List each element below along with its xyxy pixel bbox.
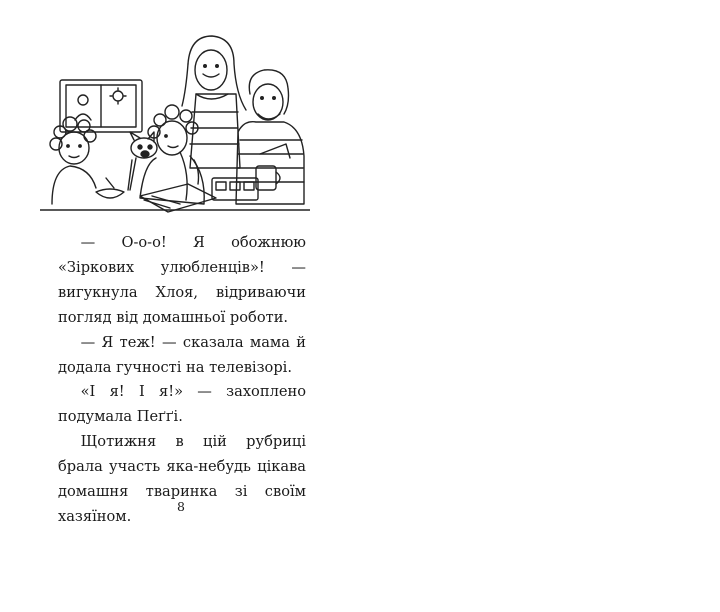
- paragraph: Щотижня в цій рубриці брала участь яка-небудь цікава домашня тваринка зі своїм хазяїном.: [58, 433, 306, 525]
- paragraph: — Я теж! — сказала мама й додала гучності на телевізорі.: [58, 333, 306, 376]
- left-page-text: [58, 231, 306, 530]
- pug-figure: [130, 132, 157, 158]
- right-page: [360, 0, 720, 554]
- boy-figure: [50, 117, 124, 204]
- family-watching-tv-illustration: [40, 28, 310, 228]
- page-number-left: 8: [177, 499, 185, 514]
- tv-icon: [60, 80, 142, 132]
- paragraph: «І я! І я!» — захоплено подумала Пеґґі.: [58, 383, 306, 426]
- mom-figure: [182, 36, 246, 168]
- left-page: [0, 0, 360, 554]
- dad-figure: [236, 70, 304, 204]
- paragraph: — О-о-о! Я обожнюю «Зіркових улюбленців»! — вигукнула Хлоя, відриваючи погляд від домашньої роботи.: [58, 234, 306, 326]
